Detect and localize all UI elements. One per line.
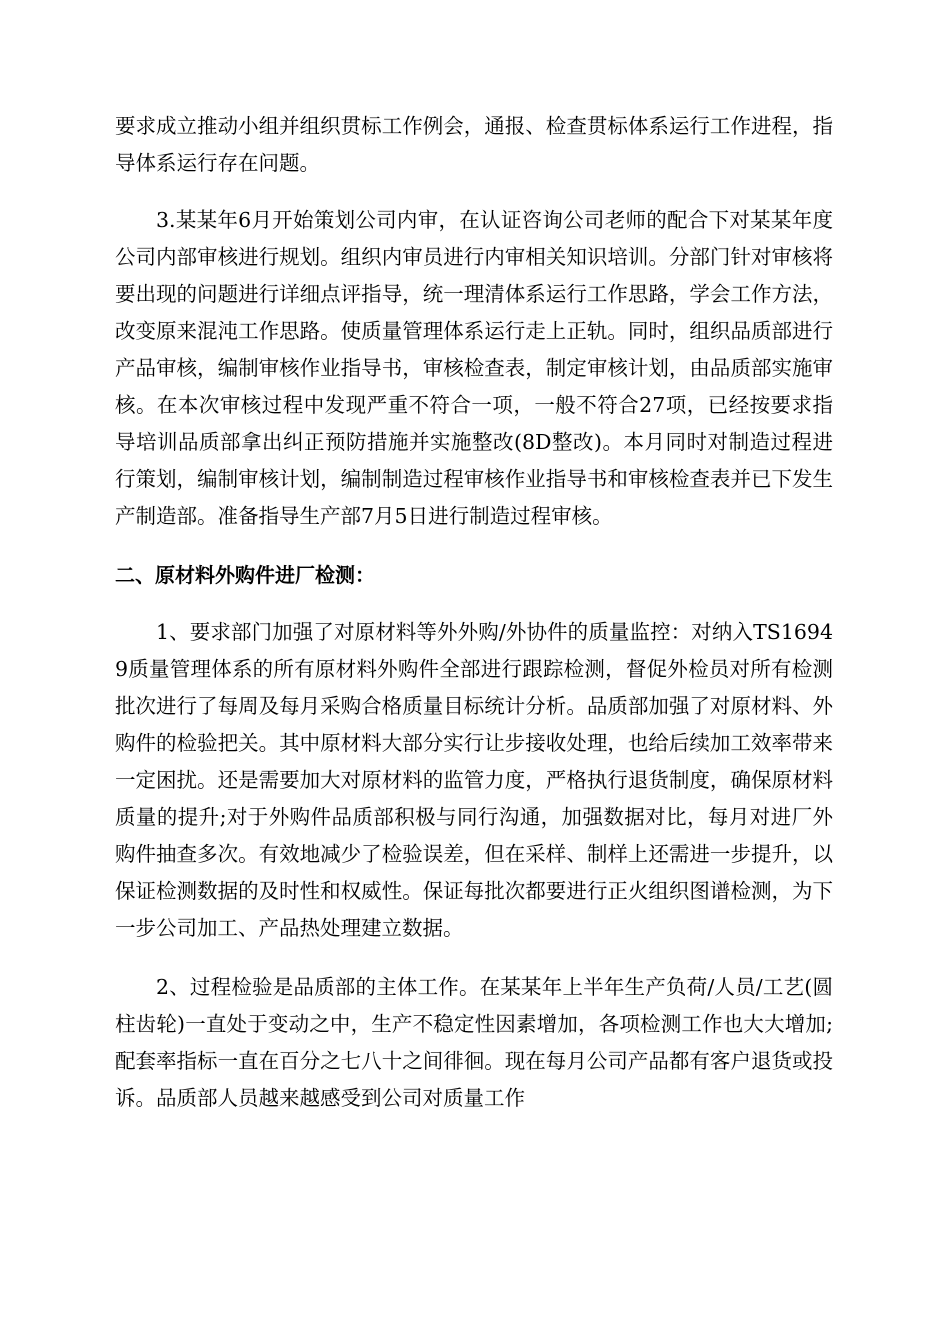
document-page: [115, 108, 833, 1117]
section-heading: 二、原材料外购件进厂检测：: [115, 563, 375, 587]
paragraph-process-inspection: 2、过程检验是品质部的主体工作。在某某年上半年生产负荷/人员/工艺(圆柱齿轮)一直处于变动之中，生产不稳定性因素增加，各项检测工作也大大增加;配套率指标一直在百分之七八十之间徘徊。现在每月公司产品都有客户退货或投诉。品质部人员越来越感受到公司对质量工作: [115, 975, 833, 1110]
paragraph-raw-material-inspection: 1、要求部门加强了对原材料等外外购/外协件的质量监控：对纳入TS16949质量管理体系的所有原材料外购件全部进行跟踪检测，督促外检员对所有检测批次进行了每周及每月采购合格质量目标统计分析。品质部加强了对原材料、外购件的检验把关。其中原材料大部分实行让步接收处理，也给后续加工效率带来一定困扰。还是需要加大对原材料的监管力度，严格执行退货制度，确保原材料质量的提升;对于外购件品质部积极与同行沟通，加强数据对比，每月对进厂外购件抽查多次。有效地减少了检验误差，但在采样、制样上还需进一步提升，以保证检测数据的及时性和权威性。保证每批次都要进行正火组织图谱检测，为下一步公司加工、产品热处理建立数据。: [115, 620, 833, 940]
paragraph-continuation: 要求成立推动小组并组织贯标工作例会，通报、检查贯标体系运行工作进程，指导体系运行存在问题。: [115, 114, 833, 175]
paragraph-internal-audit: 3.某某年6月开始策划公司内审，在认证咨询公司老师的配合下对某某年度公司内部审核进行规划。组织内审员进行内审相关知识培训。分部门针对审核将要出现的问题进行详细点评指导，统一理清体系运行工作思路，学会工作方法，改变原来混沌工作思路。使质量管理体系运行走上正轨。同时，组织品质部进行产品审核，编制审核作业指导书，审核检查表，制定审核计划，由品质部实施审核。在本次审核过程中发现严重不符合一项，一般不符合27项，已经按要求指导培训品质部拿出纠正预防措施并实施整改(8D整改)。本月同时对制造过程进行策划，编制审核计划，编制制造过程审核作业指导书和审核检查表并已下发生产制造部。准备指导生产部7月5日进行制造过程审核。: [115, 208, 833, 528]
